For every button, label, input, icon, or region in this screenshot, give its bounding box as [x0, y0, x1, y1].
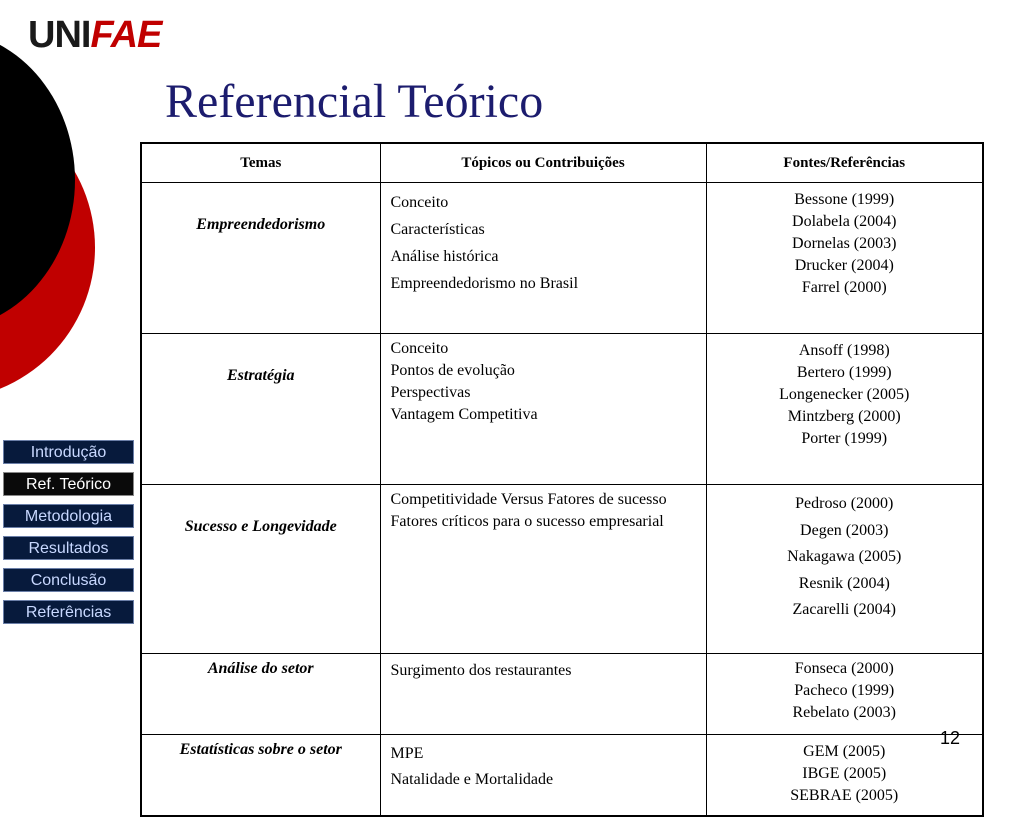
- fonte-item: Drucker (2004): [794, 257, 894, 274]
- topico-item: Empreendedorismo no Brasil: [390, 275, 579, 292]
- table-header-row: [141, 143, 983, 183]
- fonte-item: Fonseca (2000): [794, 660, 894, 677]
- decorative-circles: [0, 0, 130, 420]
- topico-item: Perspectivas: [390, 384, 471, 401]
- fonte-item: Resnik (2004): [798, 574, 890, 592]
- nav-item-resultados[interactable]: Resultados: [3, 536, 134, 560]
- topico-item: Fatores críticos para o sucesso empresarial: [390, 513, 664, 530]
- topico-item: Características: [390, 221, 485, 238]
- references-table: [140, 142, 984, 817]
- fonte-item: SEBRAE (2005): [790, 787, 899, 804]
- topico-item: Natalidade e Mortalidade: [390, 771, 554, 788]
- table-row: [141, 334, 983, 485]
- table-row: [141, 485, 983, 654]
- fonte-item: Porter (1999): [801, 430, 888, 447]
- header-fontes: Fontes/Referências: [706, 143, 983, 183]
- topicos-cell: [380, 334, 706, 485]
- topicos-cell: [380, 735, 706, 817]
- topicos-cell: [380, 183, 706, 334]
- tema-cell: Sucesso e Longevidade: [141, 485, 380, 654]
- topico-item: Surgimento dos restaurantes: [390, 662, 572, 679]
- fonte-item: Dornelas (2003): [792, 235, 897, 252]
- fonte-item: Ansoff (1998): [798, 342, 890, 359]
- side-navigation: [3, 440, 134, 632]
- topico-item: Conceito: [390, 194, 449, 211]
- nav-item-ref-teorico[interactable]: Ref. Teórico: [3, 472, 134, 496]
- tema-cell: Estatísticas sobre o setor: [141, 735, 380, 817]
- tema-cell: Empreendedorismo: [141, 183, 380, 334]
- slide-title: Referencial Teórico: [165, 75, 544, 128]
- fonte-item: Rebelato (2003): [792, 704, 897, 721]
- topico-item: Análise histórica: [390, 248, 499, 265]
- nav-item-referencias[interactable]: Referências: [3, 600, 134, 624]
- nav-item-introducao[interactable]: Introdução: [3, 440, 134, 464]
- fonte-item: Farrel (2000): [801, 279, 887, 296]
- topicos-cell: [380, 485, 706, 654]
- tema-cell: Análise do setor: [141, 654, 380, 735]
- topico-item: Pontos de evolução: [390, 362, 515, 379]
- fonte-item: Degen (2003): [800, 521, 889, 539]
- fonte-item: Longenecker (2005): [779, 386, 910, 403]
- topico-item: MPE: [390, 745, 424, 762]
- fonte-item: Mintzberg (2000): [787, 408, 901, 425]
- fonte-item: Bertero (1999): [796, 364, 892, 381]
- table-row: [141, 654, 983, 735]
- fonte-item: Nakagawa (2005): [787, 548, 902, 565]
- topico-item: Vantagem Competitiva: [390, 406, 538, 423]
- fonte-item: IBGE (2005): [802, 765, 887, 782]
- fonte-item: GEM (2005): [803, 743, 886, 760]
- header-temas: Temas: [141, 143, 380, 183]
- nav-item-metodologia[interactable]: Metodologia: [3, 504, 134, 528]
- unifae-logo: [28, 14, 161, 56]
- topico-item: Conceito: [390, 340, 449, 357]
- fonte-item: Pacheco (1999): [794, 682, 895, 699]
- topico-item: Competitividade Versus Fatores de sucesso: [390, 491, 667, 508]
- table-row: [141, 183, 983, 334]
- tema-cell: Estratégia: [141, 334, 380, 485]
- fonte-item: Bessone (1999): [794, 191, 895, 208]
- nav-item-conclusao[interactable]: Conclusão: [3, 568, 134, 592]
- page-number: 12: [939, 728, 961, 748]
- fontes-cell: [706, 654, 983, 735]
- logo-part-uni: UNI: [28, 14, 91, 56]
- fontes-cell: [706, 183, 983, 334]
- logo-part-fae: FAE: [90, 14, 162, 56]
- header-topicos: Tópicos ou Contribuições: [380, 143, 706, 183]
- table-row: [141, 735, 983, 817]
- fontes-cell: [706, 485, 983, 654]
- fonte-item: Zacarelli (2004): [792, 601, 896, 618]
- fonte-item: Dolabela (2004): [792, 213, 897, 230]
- fontes-cell: [706, 334, 983, 485]
- fonte-item: Pedroso (2000): [795, 495, 894, 512]
- topicos-cell: [380, 654, 706, 735]
